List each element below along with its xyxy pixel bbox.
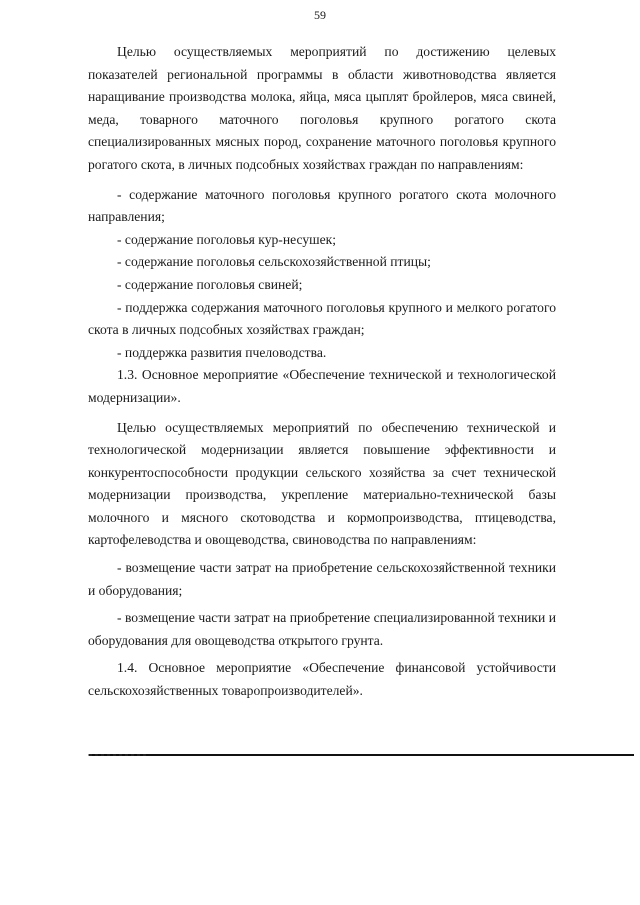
- list-item-dairy-cattle: - содержание маточного поголовья крупного рогатого скота молочного направления;: [88, 186, 556, 225]
- list-item-vegetable-machinery: - возмещение части затрат на приобретение специализированной техники и оборудования для овощеводства открытого грунта.: [88, 610, 556, 648]
- list-item-agri-machinery: - возмещение части затрат на приобретение сельскохозяйственной техники и оборудования;: [88, 560, 556, 598]
- bottom-divider-line: [88, 754, 634, 756]
- section-heading-1-3: 1.3. Основное мероприятие «Обеспечение технической и технологической модернизации».: [88, 367, 556, 405]
- document-body: [88, 41, 556, 703]
- list-item-beekeeping: - поддержка развития пчеловодства.: [117, 344, 327, 360]
- list-item-laying-hens: - содержание поголовья кур-несушек;: [117, 231, 337, 247]
- section-heading-1-4: 1.4. Основное мероприятие «Обеспечение финансовой устойчивости сельскохозяйственных товаропроизводителей».: [88, 660, 556, 699]
- paragraph-modernization-goal: Целью осуществляемых мероприятий по обеспечению технической и технологической модернизации является повышение эффективности и конкурентоспособности продукции сельского хозяйства за счет технической модернизации производства, укрепление материально-технической базы молочного и мясного скотоводства и кормопроизводства, птицеводства, картофелеводства и овощеводства, свиноводства по направлениям:: [88, 419, 556, 548]
- paragraph-livestock-goal: Целью осуществляемых мероприятий по достижению целевых показателей региональной программы в области животноводства является наращивание производства молока, яйца, мяса цыплят бройлеров, мяса свиней, меда, товарного маточного поголовья крупного рогатого скота специализированных мясных пород, сохранение маточного поголовья крупного рогатого скота, в личных подсобных хозяйствах граждан по направлениям:: [88, 44, 556, 172]
- list-item-poultry: - содержание поголовья сельскохозяйственной птицы;: [117, 254, 431, 270]
- list-item-private-farms: - поддержка содержания маточного поголовья крупного и мелкого рогатого скота в личных подсобных хозяйствах граждан;: [88, 299, 556, 338]
- page-number: 59: [314, 8, 326, 22]
- list-item-pigs: - содержание поголовья свиней;: [117, 276, 303, 292]
